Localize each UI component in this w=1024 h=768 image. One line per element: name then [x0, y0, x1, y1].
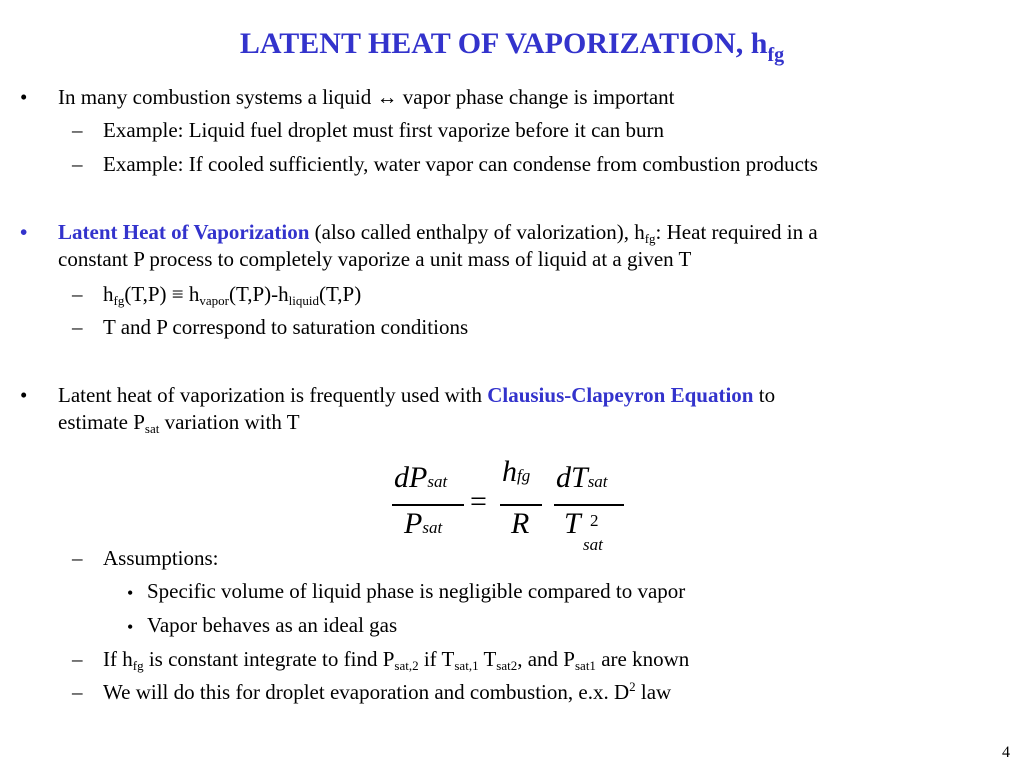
- dash-marker: –: [72, 315, 83, 339]
- bullet-marker: •: [20, 220, 28, 244]
- eq-t: T: [564, 507, 581, 540]
- bullet-clausius-clapeyron: Latent heat of vaporization is frequently used with Clausius-Clapeyron Equation to: [58, 383, 776, 407]
- eq-h: hfg: [502, 455, 531, 488]
- dash-marker: –: [72, 546, 83, 570]
- bullet-marker: •: [20, 383, 28, 407]
- clausius-clapeyron-equation: [390, 455, 630, 555]
- sub-bullet-saturation: T and P correspond to saturation conditions: [103, 315, 469, 339]
- eq-fraction-bar: [554, 504, 624, 506]
- bullet-latent-heat-definition: Latent Heat of Vaporization (also called enthalpy of valorization), $h_{fg}$: Heat required in a: [58, 220, 818, 246]
- sub-bullet-hfg-formula: $h_{fg}(T,P) \equiv h_{vapor}(T,P)-h_{liquid}(T,P)$: [103, 282, 362, 308]
- bullet-combustion-phase-change: In many combustion systems a liquid ↔ vapor phase change is important: [58, 85, 675, 109]
- slide-title: LATENT HEAT OF VAPORIZATION, $h_{fg}$: [239, 27, 785, 66]
- eq-fraction-bar: [500, 504, 542, 506]
- dash-marker: –: [72, 282, 83, 306]
- bullet-marker: •: [127, 617, 134, 637]
- bullet-latent-heat-definition-line2: constant P process to completely vaporize a unit mass of liquid at a given T: [58, 247, 692, 271]
- assumption-ideal-gas: Vapor behaves as an ideal gas: [147, 613, 398, 637]
- eq-dp: dPsat: [394, 461, 448, 494]
- dash-marker: –: [72, 647, 83, 671]
- eq-fraction-bar: [392, 504, 464, 506]
- assumption-specific-volume: Specific volume of liquid phase is negligible compared to vapor: [147, 579, 686, 603]
- page-number: 4: [1002, 744, 1010, 761]
- eq-p: Psat: [404, 507, 443, 540]
- eq-t-sub: sat: [583, 535, 603, 554]
- eq-r: R: [511, 507, 530, 540]
- dash-marker: –: [72, 152, 83, 176]
- sub-bullet-droplet-example: Example: Liquid fuel droplet must first vaporize before it can burn: [103, 118, 664, 142]
- assumptions-label: Assumptions:: [103, 546, 219, 570]
- bullet-clausius-clapeyron-line2: estimate $P_{sat}$ variation with T: [58, 410, 300, 436]
- sub-bullet-d2-law: We will do this for droplet evaporation and combustion, e.x. $D^2$ law: [103, 679, 672, 704]
- dash-marker: –: [72, 680, 83, 704]
- eq-dt: dTsat: [556, 461, 608, 494]
- sub-bullet-integrate: If $h_{fg}$ is constant integrate to find $P_{sat,2}$ if $T_{sat,1}$ $T_{sat2}$, and $P_{sat1}$ are known: [103, 647, 690, 673]
- bullet-marker: •: [127, 583, 134, 603]
- eq-exponent: 2: [590, 511, 599, 530]
- dash-marker: –: [72, 118, 83, 142]
- bullet-marker: •: [20, 85, 28, 109]
- eq-equals: =: [470, 485, 487, 518]
- sub-bullet-condense-example: Example: If cooled sufficiently, water vapor can condense from combustion products: [103, 152, 818, 176]
